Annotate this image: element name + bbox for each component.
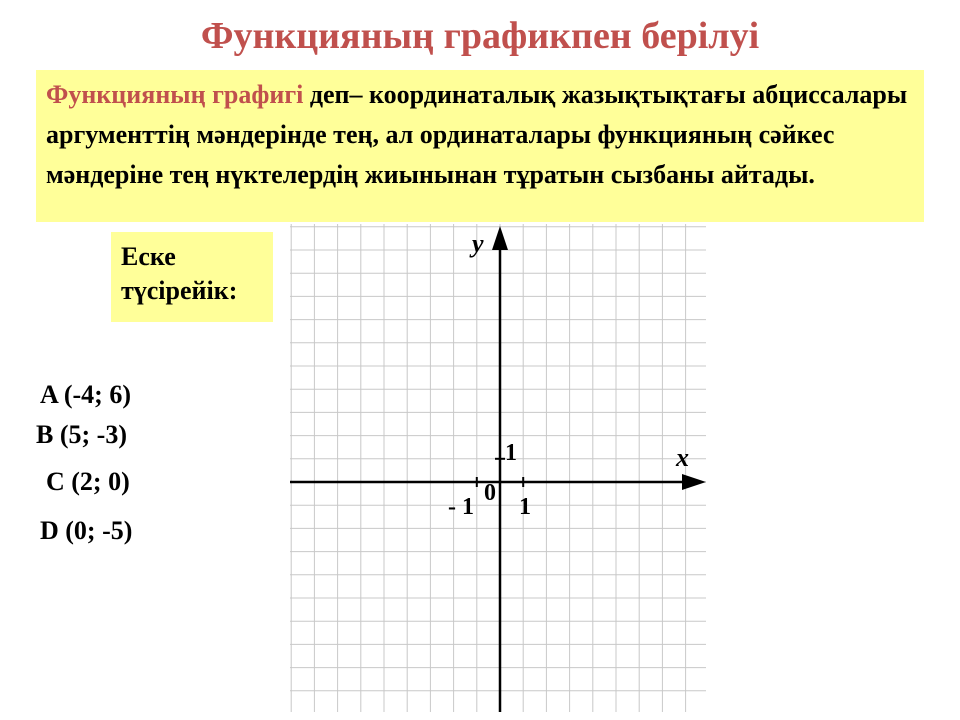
point-a-label: A (-4; 6): [40, 380, 131, 409]
reminder-box: Еске түсірейік:: [111, 232, 273, 322]
y-axis-label: y: [472, 229, 484, 258]
page-title: Функцияның графикпен берілуі: [200, 15, 760, 57]
point-c-label: C (2; 0): [46, 467, 130, 496]
y-tick-one-label: 1: [505, 440, 517, 466]
definition-term: Функцияның графигі: [46, 80, 304, 109]
point-d-label: D (0; -5): [40, 516, 133, 545]
point-b-label: B (5; -3): [36, 420, 127, 449]
definition-text: деп– координаталық жазықтықтағы абциссалары аргументтің мәндерінде тең, ал ординаталары функцияның сәйкес мәндеріне тең нүктелердің жиынынан тұратын сызбаны айтады.: [46, 80, 908, 189]
x-tick-minus-one-label: - 1: [448, 494, 474, 520]
x-axis-arrow: [682, 474, 706, 490]
origin-label: 0: [484, 480, 496, 506]
grid-lines: [290, 224, 706, 712]
y-axis-arrow: [492, 226, 508, 250]
x-axis-label: x: [676, 443, 689, 472]
x-tick-one-label: 1: [519, 494, 531, 520]
